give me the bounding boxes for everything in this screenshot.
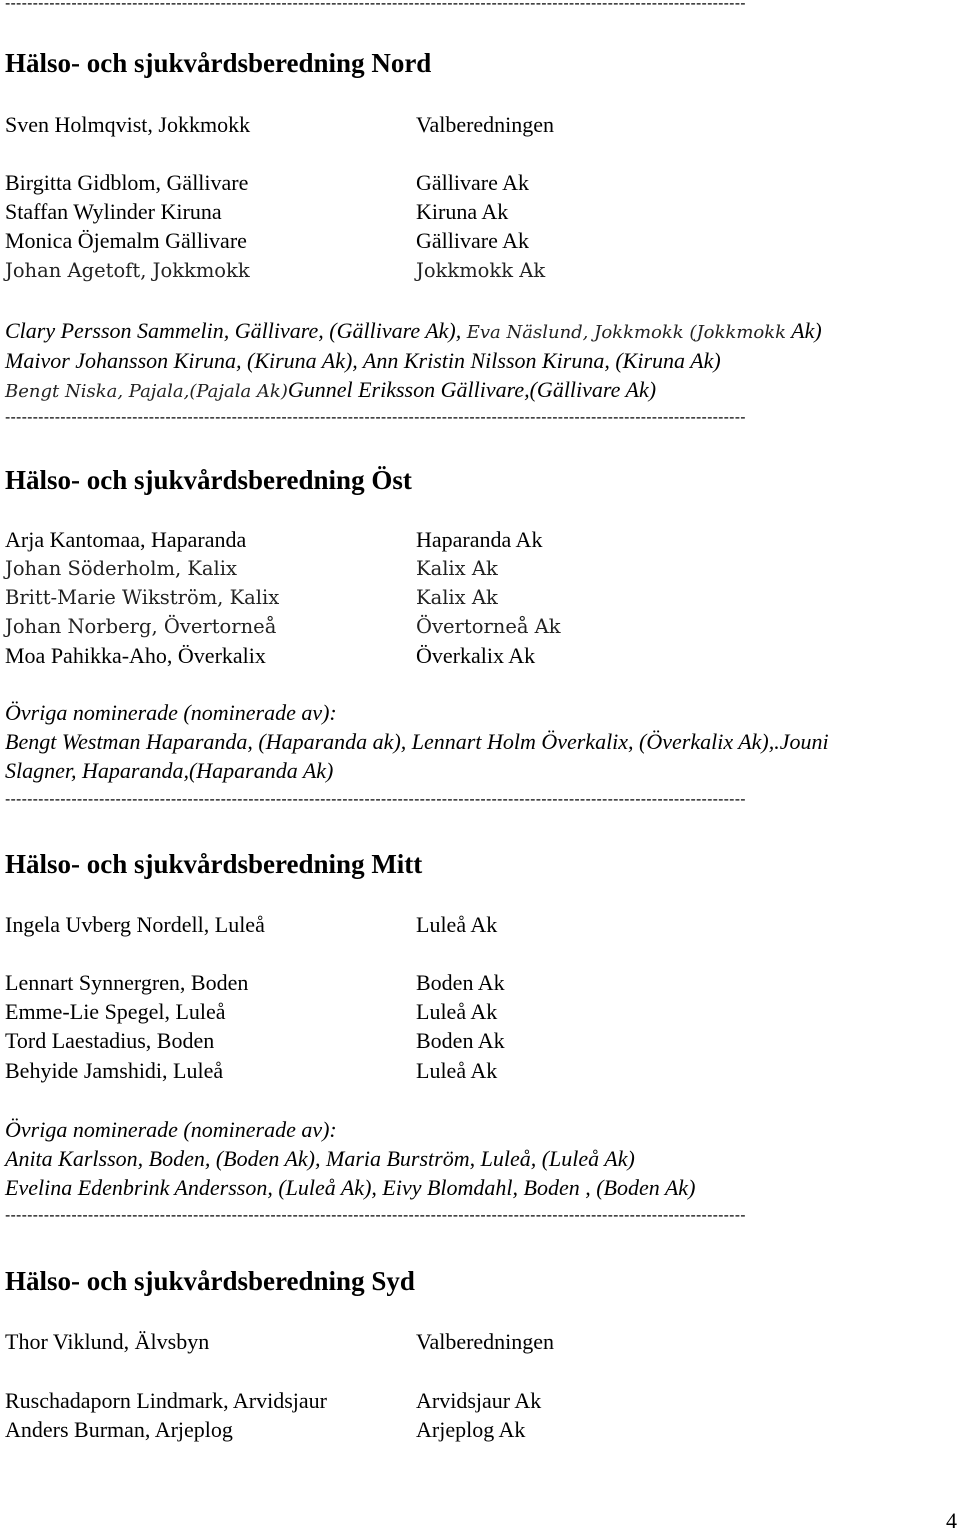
member-org: Boden Ak xyxy=(416,1028,505,1053)
other-nominees-line: Slagner, Haparanda,(Haparanda Ak) xyxy=(5,758,334,783)
member-org: Gällivare Ak xyxy=(416,170,530,195)
member-org: Valberedningen xyxy=(416,112,555,137)
member-name: Staffan Wylinder Kiruna xyxy=(5,199,222,224)
member-name: Emme-Lie Spegel, Luleå xyxy=(5,999,226,1024)
member-name: Johan Norberg, Övertorneå xyxy=(5,615,277,638)
member-name: Lennart Synnergren, Boden xyxy=(5,970,249,995)
nominee-text: Gunnel Eriksson Gällivare,(Gällivare Ak) xyxy=(287,377,657,402)
member-org: Arvidsjaur Ak xyxy=(416,1388,542,1413)
member-name: Thor Viklund, Älvsbyn xyxy=(5,1329,210,1354)
nominee-text: Ak) xyxy=(786,318,822,343)
divider: -------------------------------------------------------------------------------------------------------------------------------------- xyxy=(5,1207,746,1224)
member-name: Britt-Marie Wikström, Kalix xyxy=(5,586,280,609)
member-org: Jokkmokk Ak xyxy=(416,259,546,282)
member-name: Ingela Uvberg Nordell, Luleå xyxy=(5,912,265,937)
section-heading-syd: Hälso- och sjukvårdsberedning Syd xyxy=(5,1266,415,1296)
member-org: Kalix Ak xyxy=(416,586,498,609)
member-org: Arjeplog Ak xyxy=(416,1417,526,1442)
other-nominees-line: Anita Karlsson, Boden, (Boden Ak), Maria Burström, Luleå, (Luleå Ak) xyxy=(5,1146,635,1171)
member-org: Boden Ak xyxy=(416,970,505,995)
other-nominees-label: Övriga nominerade (nominerade av): xyxy=(5,1117,337,1142)
member-name: Tord Laestadius, Boden xyxy=(5,1028,215,1053)
other-nominees-line xyxy=(5,316,822,347)
member-name: Ruschadaporn Lindmark, Arvidsjaur xyxy=(5,1388,327,1413)
other-nominees-line: Bengt Westman Haparanda, (Haparanda ak), Lennart Holm Överkalix, (Överkalix Ak),.Jouni xyxy=(5,729,829,754)
member-org: Kalix Ak xyxy=(416,557,498,580)
member-org: Luleå Ak xyxy=(416,999,498,1024)
member-org: Luleå Ak xyxy=(416,1058,498,1083)
member-org: Kiruna Ak xyxy=(416,199,509,224)
section-heading-nord: Hälso- och sjukvårdsberedning Nord xyxy=(5,48,432,78)
member-name: Birgitta Gidblom, Gällivare xyxy=(5,170,249,195)
member-name: Johan Agetoft, Jokkmokk xyxy=(5,259,250,282)
other-nominees-line: Evelina Edenbrink Andersson, (Luleå Ak), Eivy Blomdahl, Boden , (Boden Ak) xyxy=(5,1175,696,1200)
member-org: Valberedningen xyxy=(416,1329,555,1354)
divider: -------------------------------------------------------------------------------------------------------------------------------------- xyxy=(5,409,746,426)
other-nominees-line xyxy=(5,375,656,406)
nominee-text: Bengt Niska, Pajala,(Pajala Ak) xyxy=(5,381,288,402)
member-org: Överkalix Ak xyxy=(416,643,536,668)
member-org: Haparanda Ak xyxy=(416,527,543,552)
member-name: Johan Söderholm, Kalix xyxy=(5,557,238,580)
member-name: Behyide Jamshidi, Luleå xyxy=(5,1058,224,1083)
member-name: Sven Holmqvist, Jokkmokk xyxy=(5,112,251,137)
page-number: 4 xyxy=(946,1508,957,1533)
other-nominees-label: Övriga nominerade (nominerade av): xyxy=(5,700,337,725)
divider-top: -------------------------------------------------------------------------------------------------------------------------------------- xyxy=(5,0,746,12)
member-name: Monica Öjemalm Gällivare xyxy=(5,228,247,253)
member-org: Övertorneå Ak xyxy=(416,615,561,638)
section-heading-ost: Hälso- och sjukvårdsberedning Öst xyxy=(5,465,412,495)
other-nominees-line: Maivor Johansson Kiruna, (Kiruna Ak), Ann Kristin Nilsson Kiruna, (Kiruna Ak) xyxy=(5,348,721,373)
member-org: Gällivare Ak xyxy=(416,228,530,253)
member-org: Luleå Ak xyxy=(416,912,498,937)
nominee-text: Clary Persson Sammelin, Gällivare, (Gällivare Ak), xyxy=(5,318,467,343)
divider: -------------------------------------------------------------------------------------------------------------------------------------- xyxy=(5,791,746,808)
nominee-text: Eva Näslund, Jokkmokk (Jokkmokk xyxy=(466,322,787,343)
member-name: Anders Burman, Arjeplog xyxy=(5,1417,233,1442)
section-heading-mitt: Hälso- och sjukvårdsberedning Mitt xyxy=(5,849,423,879)
member-name: Arja Kantomaa, Haparanda xyxy=(5,527,247,552)
member-name: Moa Pahikka-Aho, Överkalix xyxy=(5,643,266,668)
